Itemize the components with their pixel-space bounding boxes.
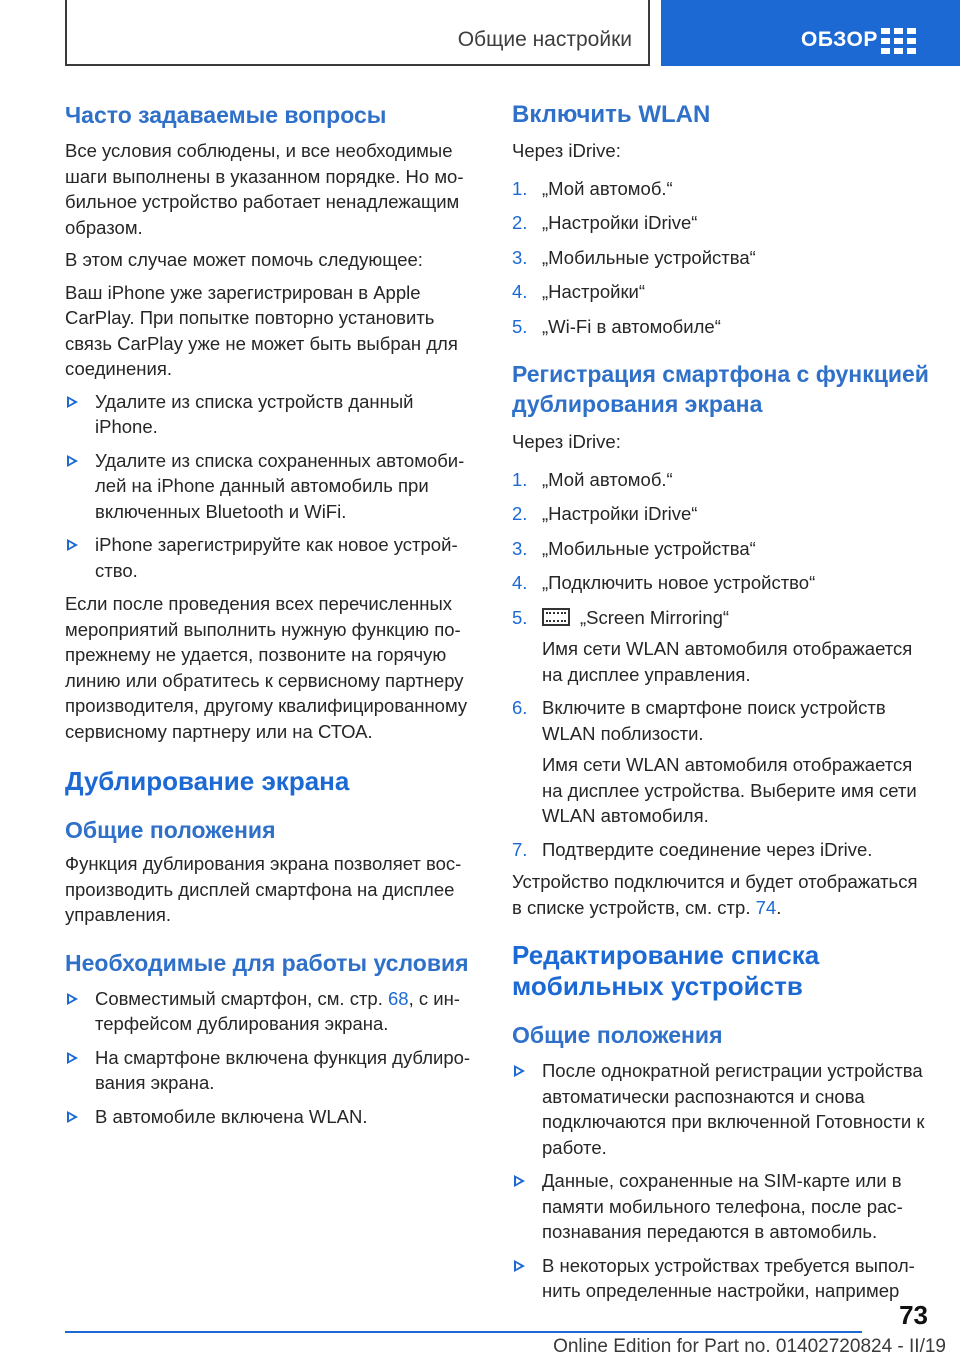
edit-list-heading: Редактирование списка мобильных устройств — [512, 940, 820, 1001]
list-item: 1. „Мой автомоб.“ — [512, 177, 673, 199]
triangle-bullet-icon — [67, 396, 78, 408]
triangle-bullet-icon — [67, 539, 78, 551]
triangle-bullet-icon — [514, 1065, 525, 1077]
mirroring-heading: Дублирование экрана — [65, 766, 350, 796]
list-item: Данные, сохраненные на SIM-карте или в памяти мобильного телефона, после распознавания передаются в автомобиль. — [512, 1168, 932, 1245]
wlan-via: Через iDrive: — [512, 140, 621, 161]
list-item: На смартфоне включена функция дублирования экрана. — [65, 1045, 480, 1096]
list-item: 5. „Wi-Fi в автомобиле“ — [512, 315, 721, 337]
page-link-74[interactable]: 74 — [755, 896, 777, 918]
list-item: iPhone зарегистрируйте как новое устройство. — [65, 532, 480, 583]
page-link-68[interactable]: 68 — [387, 987, 409, 1009]
right-column — [512, 100, 932, 1304]
section-title: Общие настройки — [457, 28, 632, 51]
list-item: 4. „Подключить новое устройство“ — [512, 572, 816, 593]
list-item: 2. „Настройки iDrive“ — [512, 503, 698, 524]
list-item: 2. „Настройки iDrive“ — [512, 212, 698, 233]
triangle-bullet-icon — [514, 1260, 525, 1272]
left-column — [65, 100, 480, 1129]
page-header — [0, 0, 960, 66]
screen-mirroring-icon — [542, 608, 570, 626]
edit-general-heading: Общие положения — [512, 1022, 723, 1048]
faq-paragraph-2: В этом случае может помочь следующее: — [65, 249, 423, 270]
list-item: 3. „Мобильные устройства“ — [512, 537, 756, 559]
footer-divider — [65, 1331, 862, 1333]
general-heading: Общие положения — [65, 817, 276, 843]
faq-paragraph-4: Если после проведения всех перечисленных мероприятий выполнить нужную функцию попрежнему не удается, позвоните на горячую линию или обратитесь к сервисному партнеру производителя, другому квалифицированному сервисному партнеру или на СТОА. — [65, 593, 468, 742]
page-number: 73 — [899, 1300, 928, 1330]
step5-note: Имя сети WLAN автомобиля отображается на дисплее управления. — [542, 638, 913, 685]
triangle-bullet-icon — [67, 1052, 78, 1064]
faq-heading: Часто задаваемые вопросы — [65, 102, 387, 128]
requirements-heading: Необходимые для работы условия — [65, 949, 469, 976]
wlan-heading: Включить WLAN — [512, 101, 711, 128]
list-item: Удалите из списка сохраненных автомобилей на iPhone данный автомобиль при включенных Bluetooth и WiFi. — [65, 448, 480, 525]
list-item: После однократной регистрации устройства автоматически распознаются и снова подключаются при включенной Готовности к работе. — [512, 1058, 932, 1160]
step6-note: Имя сети WLAN автомобиля отображается на дисплее устройства. Выберите имя сети WLAN автомобиля. — [542, 754, 917, 826]
header-section-box — [65, 0, 650, 66]
overview-tab-label: ОБЗОР — [801, 28, 878, 51]
list-item: Удалите из списка устройств данный iPhone. — [65, 389, 480, 440]
triangle-bullet-icon — [67, 993, 78, 1005]
list-item: В автомобиле включена WLAN. — [65, 1104, 480, 1130]
footer-edition: Online Edition for Part no. 01402720824 - II/19 — [553, 1336, 946, 1357]
list-item: 1. „Мой автомоб.“ — [512, 468, 673, 490]
faq-paragraph-3: Ваш iPhone уже зарегистрирован в Apple CarPlay. При попытке повторно установить связь CarPlay уже не может быть выбран для соединения. — [65, 281, 458, 379]
registration-via: Через iDrive: — [512, 431, 621, 452]
triangle-bullet-icon — [67, 455, 78, 467]
list-item: 7. Подтвердите соединение через iDrive. — [512, 838, 873, 860]
triangle-bullet-icon — [514, 1175, 525, 1187]
faq-paragraph-1: Все условия соблюдены, и все необходимые шаги выполнены в указанном порядке. Но мобильное устройство работает ненадлежащим образом. — [65, 140, 464, 238]
general-paragraph: Функция дублирования экрана позволяет воспроизводить дисплей смартфона на дисплее управления. — [65, 853, 462, 925]
registration-result: Устройство подключится и будет отображаться в списке устройств, см. стр. 74. — [512, 871, 918, 918]
list-item: 5. „Screen Mirroring“ — [512, 606, 730, 628]
list-item: Совместимый смартфон, см. стр. 68, с интерфейсом дублирования экрана. — [65, 986, 480, 1037]
list-item: В некоторых устройствах требуется выполнить определенные настройки, например — [512, 1253, 932, 1304]
registration-heading: Регистрация смартфона с функцией дублирования экрана — [512, 361, 929, 417]
list-item: 3. „Мобильные устройства“ — [512, 246, 756, 268]
overview-tab[interactable] — [661, 0, 960, 66]
list-item: 4. „Настройки“ — [512, 281, 646, 302]
grid-icon — [881, 28, 921, 54]
triangle-bullet-icon — [67, 1111, 78, 1123]
list-item: 6. Включите в смартфоне поиск устройств WLAN поблизости. — [512, 697, 886, 744]
